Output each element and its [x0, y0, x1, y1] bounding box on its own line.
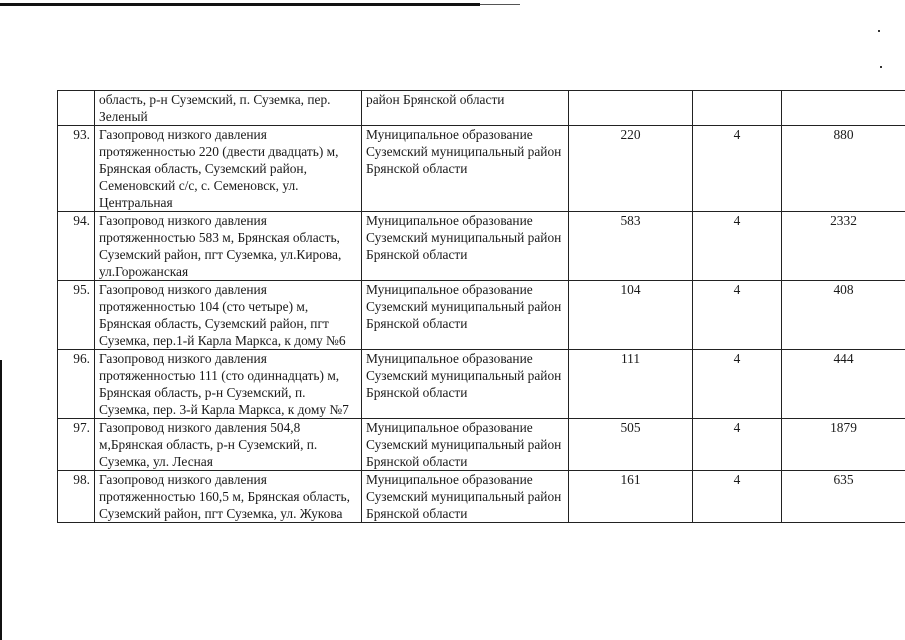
object-description: область, р-н Суземский, п. Суземка, пер. Зеленый	[95, 91, 362, 126]
object-description: Газопровод низкого давления протяженностью 220 (двести двадцать) м, Брянская область, Суземский район, Семеновский с/с, с. Семеновск, ул. Центральная	[95, 126, 362, 212]
table-row	[58, 350, 905, 419]
owner: Муниципальное образование Суземский муниципальный район Брянской области	[362, 126, 569, 212]
rate-value: 4	[693, 419, 782, 471]
length-value: 583	[569, 212, 693, 281]
row-number	[58, 91, 95, 126]
rate-value: 4	[693, 350, 782, 419]
length-value: 161	[569, 471, 693, 523]
scan-speck	[880, 66, 882, 68]
scan-border-line	[0, 3, 480, 6]
table-row	[58, 212, 905, 281]
table-row	[58, 91, 905, 126]
owner: Муниципальное образование Суземский муниципальный район Брянской области	[362, 350, 569, 419]
object-description: Газопровод низкого давления протяженностью 104 (сто четыре) м, Брянская область, Суземский район, пгт Суземка, пер.1-й Карла Маркса, к дому №6	[95, 281, 362, 350]
length-value: 111	[569, 350, 693, 419]
object-description: Газопровод низкого давления протяженностью 160,5 м, Брянская область, Суземский район, пгт Суземка, ул. Жукова	[95, 471, 362, 523]
gas-pipeline-registry-table	[57, 90, 905, 523]
table-row	[58, 471, 905, 523]
table-row	[58, 419, 905, 471]
owner: район Брянской области	[362, 91, 569, 126]
total-value: 2332	[782, 212, 905, 281]
row-number: 96.	[58, 350, 95, 419]
owner: Муниципальное образование Суземский муниципальный район Брянской области	[362, 212, 569, 281]
row-number: 93.	[58, 126, 95, 212]
object-description: Газопровод низкого давления 504,8 м,Брянская область, р-н Суземский, п. Суземка, ул. Лесная	[95, 419, 362, 471]
scan-speck	[878, 30, 880, 32]
object-description: Газопровод низкого давления протяженностью 583 м, Брянская область, Суземский район, пгт Суземка, ул.Кирова, ул.Горожанская	[95, 212, 362, 281]
total-value: 444	[782, 350, 905, 419]
row-number: 97.	[58, 419, 95, 471]
row-number: 98.	[58, 471, 95, 523]
total-value: 408	[782, 281, 905, 350]
rate-value	[693, 91, 782, 126]
rate-value: 4	[693, 471, 782, 523]
rate-value: 4	[693, 212, 782, 281]
length-value: 104	[569, 281, 693, 350]
row-number: 94.	[58, 212, 95, 281]
owner: Муниципальное образование Суземский муниципальный район Брянской области	[362, 419, 569, 471]
total-value: 635	[782, 471, 905, 523]
total-value: 880	[782, 126, 905, 212]
total-value	[782, 91, 905, 126]
length-value	[569, 91, 693, 126]
table-row	[58, 126, 905, 212]
length-value: 220	[569, 126, 693, 212]
row-number: 95.	[58, 281, 95, 350]
owner: Муниципальное образование Суземский муниципальный район Брянской области	[362, 281, 569, 350]
object-description: Газопровод низкого давления протяженностью 111 (сто одиннадцать) м, Брянская область, р-н Суземский, п. Суземка, пер. 3-й Карла Маркса, к дому №7	[95, 350, 362, 419]
owner: Муниципальное образование Суземский муниципальный район Брянской области	[362, 471, 569, 523]
length-value: 505	[569, 419, 693, 471]
total-value: 1879	[782, 419, 905, 471]
rate-value: 4	[693, 281, 782, 350]
scan-border-line-thin	[480, 4, 520, 5]
rate-value: 4	[693, 126, 782, 212]
scan-left-edge	[0, 360, 2, 640]
table-row	[58, 281, 905, 350]
